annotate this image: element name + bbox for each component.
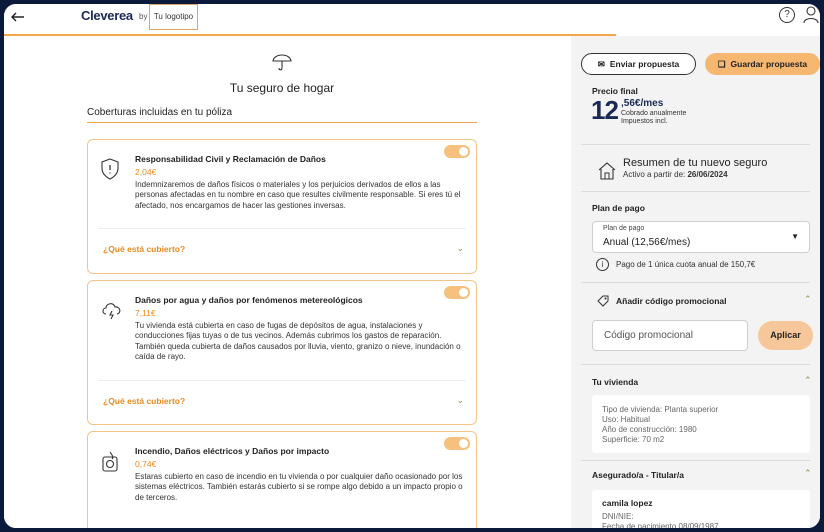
- coverage-description: Tu vivienda está cubierta en caso de fugas de depósitos de agua, instalaciones y conducciones fijas tuyas o de tus vecinos. Además cubrimos los gastos de reparación. También queda cubierta de daños causados por lluvia, viento, granizo o nieve, inundación o caída de rayo.: [135, 321, 461, 362]
- home-details-box: [592, 395, 810, 453]
- coverage-description: Indemnizaremos de daños físicos o materiales y los perjuicios derivados de ellos a las personas afectadas en tu nombre en caso que resultes civilmente responsable. Si eres tú el afectado, nos encargamos de hacer las gestiones inversas.: [135, 180, 461, 210]
- select-value: Anual (12,56€/mes): [603, 237, 691, 248]
- select-label: Plan de pago: [603, 225, 645, 232]
- coverage-price: 2,04€: [135, 167, 157, 177]
- price-integer: 12: [591, 95, 618, 125]
- info-icon: i: [596, 258, 609, 271]
- chevron-up-icon[interactable]: ⌃: [804, 375, 812, 385]
- apply-promo-button[interactable]: Aplicar: [758, 321, 813, 350]
- chevron-up-icon[interactable]: ⌃: [804, 294, 812, 304]
- price-note-billing: Cobrado anualmente: [621, 110, 687, 117]
- user-icon[interactable]: [803, 6, 819, 24]
- payment-plan-heading: Plan de pago: [592, 203, 645, 213]
- chevron-up-icon[interactable]: ⌃: [804, 468, 812, 478]
- coverages-heading: Coberturas incluidas en tu póliza: [87, 107, 233, 118]
- mail-icon: ✉: [597, 59, 605, 69]
- chevron-down-icon[interactable]: ⌄: [456, 395, 464, 405]
- price-decimal: ,56€/mes: [621, 98, 664, 109]
- summary-title: Resumen de tu nuevo seguro: [623, 157, 768, 169]
- sidebar-divider: [581, 191, 810, 192]
- payment-plan-select[interactable]: [592, 221, 810, 253]
- start-date-value: 26/06/2024: [687, 170, 728, 179]
- summary-sidebar: [571, 36, 820, 528]
- what-is-covered-link[interactable]: ¿Qué está cubierto?: [103, 244, 186, 254]
- coverage-card: [87, 431, 477, 528]
- promo-code-toggle[interactable]: Añadir código promocional: [616, 296, 727, 306]
- price-note-taxes: Impuestos incl.: [621, 118, 668, 126]
- send-proposal-button[interactable]: [581, 53, 696, 75]
- coverage-card: [87, 280, 477, 425]
- sidebar-divider: [581, 282, 810, 283]
- home-detail: Año de construcción: 1980: [602, 425, 697, 434]
- coverage-title: Responsabilidad Civil y Reclamación de Daños: [135, 154, 326, 164]
- payment-info-text: Pago de 1 única cuota anual de 150,7€: [616, 260, 756, 269]
- top-bar: [4, 4, 820, 34]
- coverage-title: Daños por agua y daños por fenómenos metereológicos: [135, 295, 363, 305]
- insured-section-toggle[interactable]: Asegurado/a - Titular/a: [592, 470, 684, 480]
- save-proposal-button[interactable]: [705, 53, 820, 75]
- app-window: [4, 4, 820, 528]
- start-date-prefix: Activo a partir de:: [623, 170, 688, 179]
- insured-detail: Fecha de nacimiento 08/09/1987: [602, 522, 719, 528]
- chevron-down-icon[interactable]: ⌄: [456, 243, 464, 253]
- shield-icon: [100, 158, 120, 180]
- coverage-toggle[interactable]: [444, 145, 470, 158]
- help-icon[interactable]: ?: [779, 7, 795, 23]
- coverage-card: [87, 139, 477, 274]
- what-is-covered-link[interactable]: ¿Qué está cubierto?: [103, 396, 186, 406]
- final-price-label: Precio final: [592, 86, 638, 96]
- page-title: Tu seguro de hogar: [229, 81, 335, 95]
- caret-down-icon: ▼: [791, 232, 799, 241]
- summary-start-date: [623, 170, 728, 179]
- insured-detail: DNI/NIE:: [602, 512, 634, 521]
- promo-code-input[interactable]: Código promocional: [592, 320, 748, 351]
- coverage-title: Incendio, Daños eléctricos y Daños por impacto: [135, 446, 330, 456]
- brand-logo: Cleverea: [81, 8, 133, 23]
- storm-cloud-icon: [100, 299, 124, 321]
- card-divider: [98, 380, 466, 381]
- home-section-toggle[interactable]: Tu vivienda: [592, 377, 639, 387]
- price-note: [621, 110, 686, 127]
- section-divider: [87, 122, 477, 123]
- sidebar-divider: [581, 460, 810, 461]
- coverage-price: 0,74€: [135, 459, 157, 469]
- card-divider: [98, 228, 466, 229]
- home-detail: Superficie: 70 m2: [602, 435, 665, 444]
- tag-icon: [597, 295, 609, 307]
- house-icon: [597, 161, 617, 181]
- save-proposal-label: Guardar propuesta: [730, 59, 808, 69]
- coverage-price: 7,11€: [135, 308, 156, 318]
- send-proposal-label: Enviar propuesta: [609, 59, 680, 69]
- partner-logo-placeholder: Tu logotipo: [149, 4, 198, 30]
- coverage-toggle[interactable]: [444, 286, 470, 299]
- main-content: [4, 36, 571, 528]
- home-detail: Tipo de vivienda: Planta superior: [602, 405, 719, 414]
- coverage-toggle[interactable]: [444, 437, 470, 450]
- coverage-description: Estaras cubierto en caso de incendio en tu vivienda o por cualquier daño ocasionado por los sistemas eléctricos. También estarás cubierto si se rompe algo debido a un impacto propio o de terceros.: [135, 472, 463, 502]
- insured-details-box: [592, 490, 810, 528]
- bookmark-icon: ❏: [717, 59, 726, 69]
- insured-name: camila lopez: [602, 498, 653, 508]
- by-label: by: [139, 12, 148, 21]
- home-detail: Uso: Habitual: [602, 415, 651, 424]
- umbrella-icon: [272, 52, 292, 72]
- sidebar-divider: [581, 364, 810, 365]
- back-arrow-icon[interactable]: [10, 9, 26, 25]
- sidebar-divider: [581, 144, 810, 145]
- fire-icon: [100, 450, 120, 472]
